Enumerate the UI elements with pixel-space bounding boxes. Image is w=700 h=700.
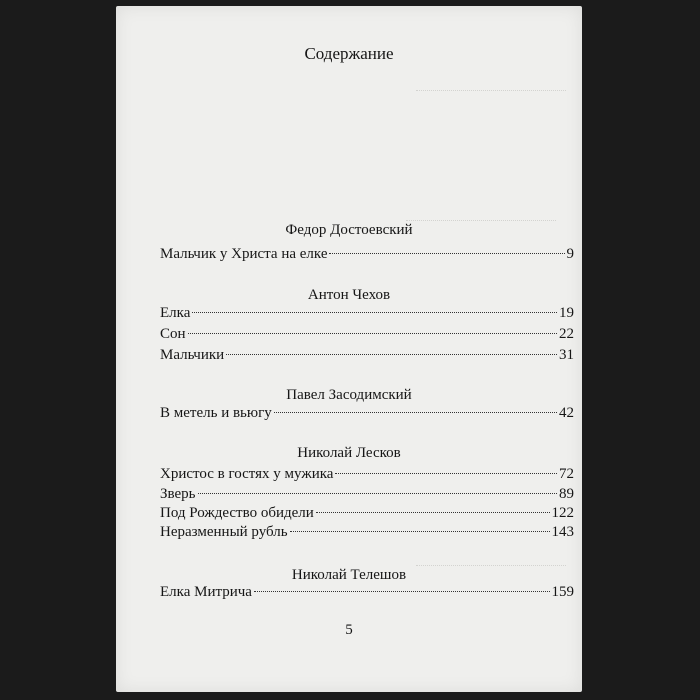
toc-entry — [160, 504, 574, 522]
page-number: 5 — [345, 622, 353, 638]
author-heading: Антон Чехов — [307, 287, 391, 303]
entry-title: Сон — [160, 326, 186, 342]
entry-page: 72 — [559, 466, 574, 482]
entry-title: Под Рождество обидели — [160, 505, 314, 521]
dot-leader — [335, 473, 557, 474]
entry-title: Елка — [160, 305, 191, 321]
entry-title: Христос в гостях у мужика — [160, 466, 334, 482]
dot-leader — [329, 253, 564, 254]
dot-leader — [226, 354, 557, 355]
entry-page: 122 — [551, 505, 574, 521]
dot-leader — [274, 412, 557, 413]
dot-leader — [316, 512, 550, 513]
toc-entry — [160, 465, 574, 483]
author-heading: Федор Достоевский — [285, 222, 413, 238]
toc-entry — [160, 485, 574, 503]
entry-page: 143 — [551, 524, 574, 540]
dot-leader — [198, 493, 557, 494]
author-heading: Николай Телешов — [291, 567, 407, 583]
show-through-texture — [406, 206, 556, 221]
entry-title: Мальчики — [160, 347, 225, 363]
entry-page: 19 — [559, 305, 574, 321]
entry-title: Елка Митрича — [160, 584, 252, 600]
entry-title: Мальчик у Христа на елке — [160, 246, 328, 262]
book-page — [116, 6, 582, 692]
entry-page: 31 — [559, 347, 574, 363]
entry-title: В метель и вьюгу — [160, 405, 272, 421]
author-heading: Павел Засодимский — [286, 387, 412, 403]
entry-page: 42 — [559, 405, 574, 421]
toc-entry — [160, 325, 574, 343]
toc-entry — [160, 404, 574, 422]
toc-entry — [160, 523, 574, 541]
show-through-texture — [416, 551, 566, 566]
entry-page: 9 — [566, 246, 574, 262]
page-title: Содержание — [304, 44, 394, 63]
entry-title: Зверь — [160, 486, 196, 502]
toc-entry — [160, 583, 574, 601]
entry-page: 22 — [559, 326, 574, 342]
toc-entry — [160, 346, 574, 364]
show-through-texture — [416, 76, 566, 91]
toc-entry — [160, 304, 574, 322]
dot-leader — [290, 531, 550, 532]
toc-entry — [160, 245, 574, 263]
entry-page: 89 — [559, 486, 574, 502]
dot-leader — [192, 312, 557, 313]
entry-page: 159 — [551, 584, 574, 600]
dot-leader — [254, 591, 550, 592]
entry-title: Неразменный рубль — [160, 524, 288, 540]
dot-leader — [188, 333, 557, 334]
author-heading: Николай Лесков — [297, 445, 401, 461]
